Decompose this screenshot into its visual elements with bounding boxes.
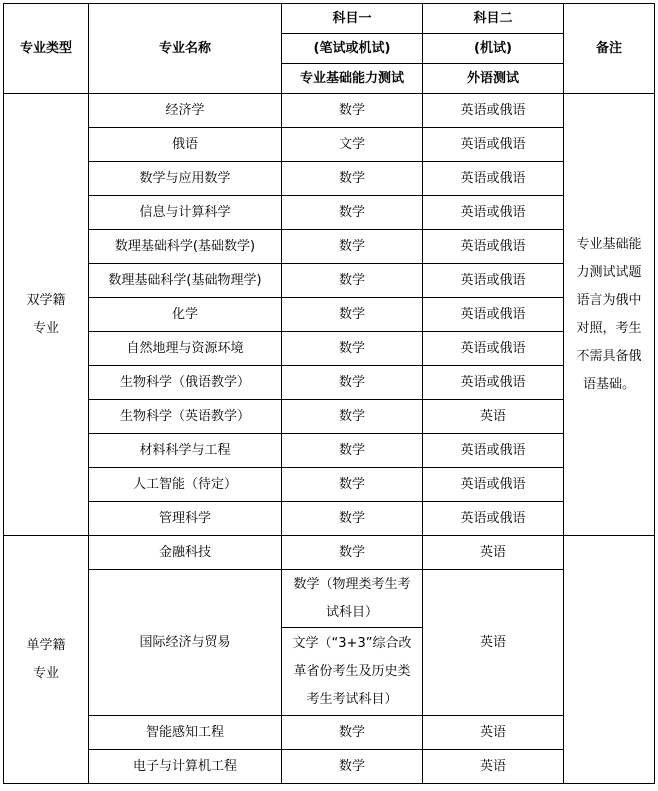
subject2-cell: 英语或俄语 — [423, 196, 564, 230]
table-row — [4, 570, 655, 628]
subject1-cell: 数学 — [282, 264, 423, 298]
subject1-cell: 数学 — [282, 434, 423, 468]
table-row — [4, 264, 655, 298]
major-name: 智能感知工程 — [89, 716, 282, 750]
exam-subjects-table — [3, 3, 655, 784]
table-row — [4, 162, 655, 196]
table-row — [4, 536, 655, 570]
major-type-single — [4, 536, 89, 784]
header-subject1-name: 专业基础能力测试 — [282, 64, 423, 94]
header-major-name: 专业名称 — [89, 4, 282, 94]
subject1-cell: 数学 — [282, 332, 423, 366]
table-row — [4, 716, 655, 750]
subject2-cell: 英语或俄语 — [423, 264, 564, 298]
table-row — [4, 468, 655, 502]
subject2-cell: 英语或俄语 — [423, 230, 564, 264]
table-row — [4, 94, 655, 128]
table-row — [4, 298, 655, 332]
subject1-cell: 数学 — [282, 502, 423, 536]
table-row — [4, 400, 655, 434]
subject2-cell: 英语或俄语 — [423, 468, 564, 502]
subject1-cell: 数学 — [282, 298, 423, 332]
note-line: 力测试试题 — [576, 264, 642, 280]
subject2-cell: 英语或俄语 — [423, 434, 564, 468]
major-name: 数理基础科学(基础数学) — [89, 230, 282, 264]
note-line: 语言为俄中 — [576, 292, 642, 308]
header-subject1-sub: (笔试或机试) — [282, 34, 423, 64]
subject1-cell: 文学 — [282, 128, 423, 162]
major-name: 人工智能（待定） — [89, 468, 282, 502]
subject1-line: 文学（“3+3”综合改 — [292, 635, 412, 651]
major-name: 国际经济与贸易 — [89, 570, 282, 716]
table-row — [4, 332, 655, 366]
table-row — [4, 196, 655, 230]
subject1-cell: 数学 — [282, 196, 423, 230]
subject1-line: 考生考试科目） — [306, 691, 398, 707]
major-name: 信息与计算科学 — [89, 196, 282, 230]
subject2-cell: 英语或俄语 — [423, 298, 564, 332]
major-name: 电子与计算机工程 — [89, 750, 282, 784]
subject1-cell: 数学 — [282, 230, 423, 264]
header-subject2-name: 外语测试 — [423, 64, 564, 94]
table-row — [4, 750, 655, 784]
major-type-line: 专业 — [32, 320, 59, 336]
major-name: 数学与应用数学 — [89, 162, 282, 196]
subject2-cell: 英语或俄语 — [423, 162, 564, 196]
note-line: 对照，考生 — [576, 320, 642, 336]
table-row — [4, 502, 655, 536]
subject1-cell: 数学 — [282, 400, 423, 434]
subject2-cell: 英语或俄语 — [423, 332, 564, 366]
major-name: 自然地理与资源环境 — [89, 332, 282, 366]
subject2-cell: 英语或俄语 — [423, 128, 564, 162]
note-line: 不需具备俄 — [576, 348, 642, 364]
major-name: 俄语 — [89, 128, 282, 162]
major-name: 数理基础科学(基础物理学) — [89, 264, 282, 298]
note-cell-empty — [564, 536, 655, 784]
subject1-cell — [282, 570, 423, 628]
note-cell — [564, 94, 655, 536]
major-name: 金融科技 — [89, 536, 282, 570]
subject1-cell — [282, 628, 423, 716]
header-row-top — [4, 4, 655, 34]
note-line: 语基础。 — [582, 376, 635, 392]
subject1-cell: 数学 — [282, 536, 423, 570]
major-name: 生物科学（英语教学） — [89, 400, 282, 434]
major-name: 管理科学 — [89, 502, 282, 536]
subject2-cell: 英语 — [423, 716, 564, 750]
subject2-cell: 英语 — [423, 570, 564, 716]
subject1-cell: 数学 — [282, 468, 423, 502]
major-name: 经济学 — [89, 94, 282, 128]
subject1-cell: 数学 — [282, 162, 423, 196]
table-row — [4, 128, 655, 162]
subject2-cell: 英语 — [423, 400, 564, 434]
table-row — [4, 366, 655, 400]
major-name: 生物科学（俄语教学） — [89, 366, 282, 400]
major-type-line: 单学籍 — [26, 637, 66, 653]
header-major-type: 专业类型 — [4, 4, 89, 94]
table-row — [4, 230, 655, 264]
header-note: 备注 — [564, 4, 655, 94]
major-name: 化学 — [89, 298, 282, 332]
subject1-line: 革省份考生及历史类 — [293, 663, 411, 679]
header-subject2-sub: (机试) — [423, 34, 564, 64]
subject2-cell: 英语 — [423, 750, 564, 784]
major-name: 材料科学与工程 — [89, 434, 282, 468]
subject1-cell: 数学 — [282, 366, 423, 400]
subject2-cell: 英语或俄语 — [423, 94, 564, 128]
subject2-cell: 英语或俄语 — [423, 366, 564, 400]
major-type-double — [4, 94, 89, 536]
subject1-line: 试科目） — [325, 604, 378, 620]
subject1-cell: 数学 — [282, 716, 423, 750]
subject1-cell: 数学 — [282, 750, 423, 784]
major-type-line: 专业 — [32, 665, 59, 681]
subject1-line: 数学（物理类考生考 — [293, 576, 411, 592]
major-type-line: 双学籍 — [26, 292, 66, 308]
subject2-cell: 英语或俄语 — [423, 502, 564, 536]
subject2-cell: 英语 — [423, 536, 564, 570]
table-row — [4, 434, 655, 468]
subject1-cell: 数学 — [282, 94, 423, 128]
header-subject2-title: 科目二 — [423, 4, 564, 34]
note-line: 专业基础能 — [576, 236, 642, 252]
header-subject1-title: 科目一 — [282, 4, 423, 34]
